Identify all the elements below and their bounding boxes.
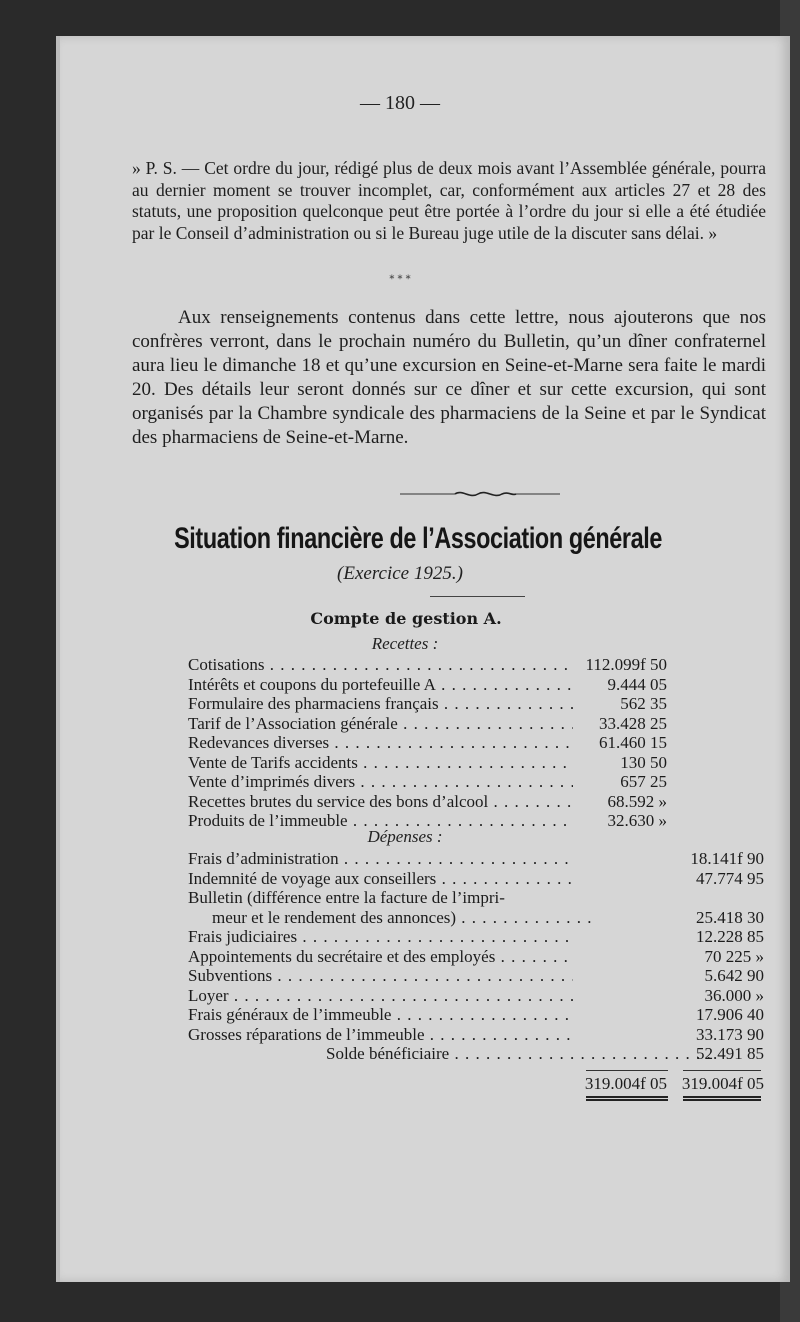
row-label: Frais judiciaires . . . — [188, 927, 573, 947]
row-label: Formulaire des pharmaciens français . . . — [188, 694, 573, 714]
row-label: Solde bénéficiaire . . . — [188, 1044, 711, 1064]
row-label: Intérêts et coupons du portefeuille A . . . — [188, 675, 573, 695]
row-amount: 33.173 90 — [696, 1024, 764, 1044]
row-label: Cotisations . . . — [188, 655, 573, 675]
row-amount: 47.774 95 — [696, 868, 764, 888]
total-depenses: 319.004f 05 — [681, 1074, 764, 1093]
depenses-heading: Dépenses : — [367, 827, 443, 846]
row-label: Vente d’imprimés divers . . . — [188, 772, 573, 792]
row-label: Grosses réparations de l’immeuble . . . — [188, 1025, 573, 1045]
row-amount: 68.592 » — [607, 791, 667, 811]
double-rule — [683, 1096, 761, 1101]
row-label: Indemnité de voyage aux conseillers . . . — [188, 869, 573, 889]
table-row — [188, 694, 768, 714]
row-amount: 70 225 » — [704, 946, 764, 966]
total-rule — [586, 1070, 668, 1071]
row-label: Tarif de l’Association générale . . . — [188, 714, 573, 734]
page-number: — 180 — — [360, 92, 440, 114]
table-row — [188, 714, 768, 734]
table-row — [188, 1025, 768, 1045]
row-amount: 12.228 85 — [696, 927, 764, 946]
table-row — [188, 1044, 768, 1064]
row-amount: 18.141f 90 — [690, 849, 764, 868]
depenses-table — [188, 849, 768, 1064]
table-row — [188, 927, 768, 947]
recettes-table — [188, 655, 768, 831]
table-row — [188, 947, 768, 967]
row-amount: 657 25 — [620, 772, 667, 791]
row-amount: 61.460 15 — [599, 733, 667, 752]
row-label: Subventions . . . — [188, 966, 573, 986]
table-row — [188, 772, 768, 792]
table-row — [188, 675, 768, 695]
table-row — [188, 792, 768, 812]
table-row — [188, 753, 768, 773]
body-paragraph: Aux renseignements contenus dans cette lettre, nous ajouterons que nos confrères verront, dans le prochain numéro du Bulletin, qu’un dîner confraternel aura lieu le dimanche 18 et qu’une excursion en Seine-et-Marne sera faite le mardi 20. Des détails leur seront donnés sur ce dîner et sur cette excursion, qui sont organisés par la Chambre syndicale des pharmaciens de la Seine et par le Syndicat des pharmaciens de Seine-et-Marne. — [132, 307, 766, 448]
account-title: Compte de gestion A. — [310, 609, 502, 628]
ornament-divider-icon — [400, 488, 560, 500]
totals-row — [188, 1074, 768, 1094]
recettes-heading: Recettes : — [371, 634, 439, 653]
section-title: Situation financière de l’Association générale — [174, 522, 662, 555]
row-label: Produits de l’immeuble . . . — [188, 811, 573, 831]
table-row — [188, 986, 768, 1006]
row-amount: 33.428 25 — [599, 713, 667, 733]
row-amount: 52.491 85 — [696, 1044, 764, 1063]
table-row — [188, 733, 768, 753]
row-amount: 32.630 » — [607, 811, 667, 830]
table-row — [188, 849, 768, 869]
table-row — [188, 655, 768, 675]
row-label: Recettes brutes du service des bons d’alcool . . . — [188, 792, 573, 812]
row-label: Frais généraux de l’immeuble . . . — [188, 1005, 573, 1025]
row-label: meur et le rendement des annonces) . . . — [188, 908, 597, 928]
title-underline — [430, 596, 525, 597]
table-row — [188, 869, 768, 889]
row-amount: 25.418 30 — [696, 907, 764, 927]
table-row — [188, 908, 768, 928]
section-subtitle: (Exercice 1925.) — [337, 563, 463, 584]
row-label: Loyer . . . — [188, 986, 573, 1006]
row-label: Bulletin (différence entre la facture de l’impri- — [188, 888, 505, 907]
table-row — [188, 1005, 768, 1025]
row-label: Redevances diverses . . . — [188, 733, 573, 753]
row-amount: 562 35 — [620, 694, 667, 713]
asterism-glyph: * * * — [389, 274, 411, 285]
row-amount: 17.906 40 — [696, 1005, 764, 1024]
row-amount: 5.642 90 — [704, 966, 764, 985]
row-amount: 9.444 05 — [607, 674, 667, 694]
row-amount: 130 50 — [620, 752, 667, 772]
table-row — [188, 966, 768, 986]
row-label: Appointements du secrétaire et des employés . . . — [188, 947, 573, 967]
row-amount: 36.000 » — [704, 985, 764, 1005]
ps-paragraph: » P. S. — Cet ordre du jour, rédigé plus de deux mois avant l’Assemblée générale, pourra au dernier moment se trouver incomplet, car, conformément aux articles 27 et 28 des statuts, une proposition quelconque peut être portée à l’ordre du jour si elle a été étudiée par le Conseil d’administration ou si le Bureau juge utile de la discuter sans délai. » — [132, 158, 766, 243]
asterism-separator — [0, 276, 800, 284]
total-rule — [683, 1070, 761, 1071]
total-recettes: 319.004f 05 — [584, 1074, 667, 1093]
row-label: Vente de Tarifs accidents . . . — [188, 753, 573, 773]
row-amount: 112.099f 50 — [585, 655, 667, 674]
table-row — [188, 888, 768, 908]
double-rule — [586, 1096, 668, 1101]
row-label: Frais d’administration . . . — [188, 849, 573, 869]
